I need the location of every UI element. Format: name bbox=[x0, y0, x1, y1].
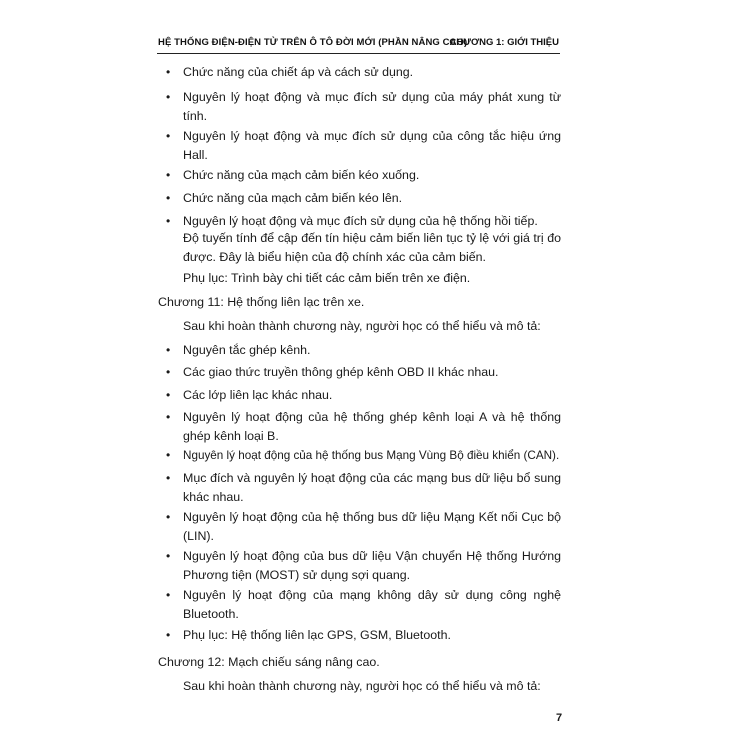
bullet-dot: • bbox=[166, 410, 171, 424]
appendix-note: Phụ lục: Trình bày chi tiết các cảm biến trên xe điện. bbox=[183, 271, 471, 285]
running-header-chapter: CHƯƠNG 1: GIỚI THIỆU bbox=[449, 37, 559, 48]
bullet-dot: • bbox=[166, 129, 171, 143]
bullet-dot: • bbox=[166, 448, 171, 462]
header-divider bbox=[157, 53, 560, 54]
list-item: Nguyên lý hoạt động của hệ thống bus Mạng Vùng Bộ điều khiển (CAN). bbox=[183, 449, 560, 462]
page-number: 7 bbox=[556, 712, 563, 724]
list-item: Chức năng của chiết áp và cách sử dụng. bbox=[183, 65, 414, 79]
bullet-dot: • bbox=[166, 471, 171, 485]
bullet-dot: • bbox=[166, 510, 171, 524]
bullet-dot: • bbox=[166, 168, 171, 182]
list-item: Nguyên lý hoạt động của hệ thống ghép kênh loại A và hệ thống ghép kênh loại B. bbox=[183, 410, 561, 443]
bullet-dot: • bbox=[166, 628, 171, 642]
bullet-dot: • bbox=[166, 549, 171, 563]
chapter-11-intro: Sau khi hoàn thành chương này, người học có thể hiểu và mô tả: bbox=[183, 319, 541, 333]
list-item: Nguyên lý hoạt động của hệ thống bus dữ liệu Mạng Kết nối Cục bộ (LIN). bbox=[183, 510, 561, 543]
bullet-dot: • bbox=[166, 214, 171, 228]
list-item: Phụ lục: Hệ thống liên lạc GPS, GSM, Bluetooth. bbox=[183, 628, 451, 642]
bullet-dot: • bbox=[166, 343, 171, 357]
list-item: Nguyên lý hoạt động và mục đích sử dụng của hệ thống hồi tiếp. bbox=[183, 214, 538, 228]
bullet-dot: • bbox=[166, 588, 171, 602]
list-item: Mục đích và nguyên lý hoạt động của các mạng bus dữ liệu bổ sung khác nhau. bbox=[183, 471, 561, 504]
chapter-11-title: Chương 11: Hệ thống liên lạc trên xe. bbox=[158, 295, 365, 309]
list-item: Chức năng của mạch cảm biến kéo xuống. bbox=[183, 168, 420, 182]
paragraph: Độ tuyến tính để cập đến tín hiệu cảm biến liên tục tỷ lệ với giá trị đo được. Đây là biểu hiện của độ chính xác của cảm biến. bbox=[183, 231, 561, 264]
list-item: Nguyên lý hoạt động và mục đích sử dụng của công tắc hiệu ứng Hall. bbox=[183, 129, 561, 162]
bullet-dot: • bbox=[166, 191, 171, 205]
bullet-dot: • bbox=[166, 90, 171, 104]
list-item: Chức năng của mạch cảm biến kéo lên. bbox=[183, 191, 403, 205]
running-header-title: HỆ THỐNG ĐIỆN-ĐIỆN TỬ TRÊN Ô TÔ ĐỜI MỚI (PHẦN NÂNG CAO) bbox=[158, 37, 468, 48]
list-item: Nguyên tắc ghép kênh. bbox=[183, 343, 311, 357]
bullet-dot: • bbox=[166, 65, 171, 79]
bullet-dot: • bbox=[166, 365, 171, 379]
chapter-12-title: Chương 12: Mạch chiếu sáng nâng cao. bbox=[158, 655, 380, 669]
list-item: Các lớp liên lạc khác nhau. bbox=[183, 388, 333, 402]
chapter-12-intro: Sau khi hoàn thành chương này, người học có thể hiểu và mô tả: bbox=[183, 679, 541, 693]
bullet-dot: • bbox=[166, 388, 171, 402]
list-item: Các giao thức truyền thông ghép kênh OBD II khác nhau. bbox=[183, 365, 499, 379]
list-item: Nguyên lý hoạt động của bus dữ liệu Vận chuyển Hệ thống Hướng Phương tiện (MOST) sử dụng sợi quang. bbox=[183, 549, 561, 582]
list-item: Nguyên lý hoạt động của mạng không dây sử dụng công nghệ Bluetooth. bbox=[183, 588, 561, 621]
list-item: Nguyên lý hoạt động và mục đích sử dụng của máy phát xung từ tính. bbox=[183, 90, 561, 123]
